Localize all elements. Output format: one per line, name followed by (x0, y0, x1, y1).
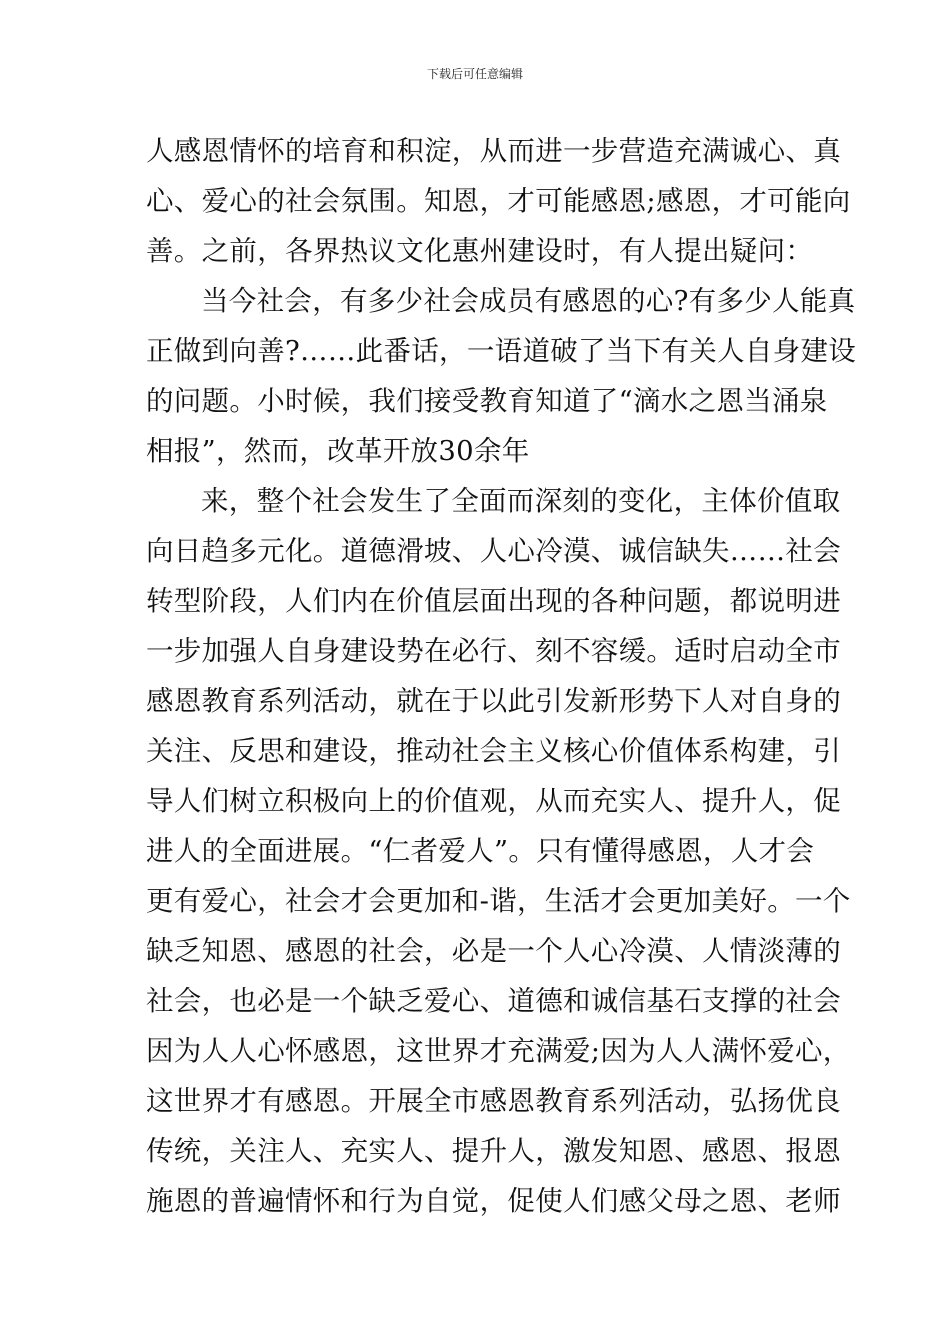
body-text (146, 126, 857, 1226)
text-line: 人感恩情怀的培育和积淀，从而进一步营造充满诚心、真 (146, 135, 841, 167)
text-line: 相报”，然而，改革开放30余年 (146, 435, 530, 467)
text-line: 来，整个社会发生了全面而深刻的变化，主体价值取 (201, 485, 841, 517)
text-line: 转型阶段，人们内在价值层面出现的各种问题，都说明进 (146, 585, 841, 617)
text-line: 正做到向善?……此番话，一语道破了当下有关人自身建设 (146, 335, 857, 367)
text-line: 社会，也必是一个缺乏爱心、道德和诚信基石支撑的社会 (146, 985, 841, 1017)
text-line: 感恩教育系列活动，就在于以此引发新形势下人对自身的 (146, 685, 841, 717)
text-line: 向日趋多元化。道德滑坡、人心冷漠、诚信缺失……社会 (146, 535, 841, 567)
text-line: 传统，关注人、充实人、提升人，激发知恩、感恩、报恩 (146, 1135, 841, 1167)
text-line: 心、爱心的社会氛围。知恩，才可能感恩;感恩，才可能向 (146, 185, 851, 217)
text-line: 进人的全面进展。“仁者爱人”。只有懂得感恩，人才会 (146, 835, 815, 867)
text-line: 当今社会，有多少社会成员有感恩的心?有多少人能真 (201, 285, 856, 317)
page-header: 下载后可任意编辑 (426, 67, 523, 81)
text-line: 善。之前，各界热议文化惠州建设时，有人提出疑问： (146, 235, 814, 267)
text-line: 更有爱心，社会才会更加和-谐，生活才会更加美好。一个 (146, 885, 851, 917)
text-line: 关注、反思和建设，推动社会主义核心价值体系构建，引 (146, 735, 841, 767)
text-line: 一步加强人自身建设势在必行、刻不容缓。适时启动全市 (146, 635, 841, 667)
text-line: 的问题。小时候，我们接受教育知道了“滴水之恩当涌泉 (146, 385, 828, 417)
text-line: 缺乏知恩、感恩的社会，必是一个人心冷漠、人情淡薄的 (146, 935, 841, 967)
text-line: 这世界才有感恩。开展全市感恩教育系列活动，弘扬优良 (146, 1085, 841, 1117)
text-line: 施恩的普遍情怀和行为自觉，促使人们感父母之恩、老师 (146, 1185, 841, 1217)
text-line: 因为人人心怀感恩，这世界才充满爱;因为人人满怀爱心， (146, 1035, 851, 1067)
text-line: 导人们树立积极向上的价值观，从而充实人、提升人，促 (146, 785, 841, 817)
